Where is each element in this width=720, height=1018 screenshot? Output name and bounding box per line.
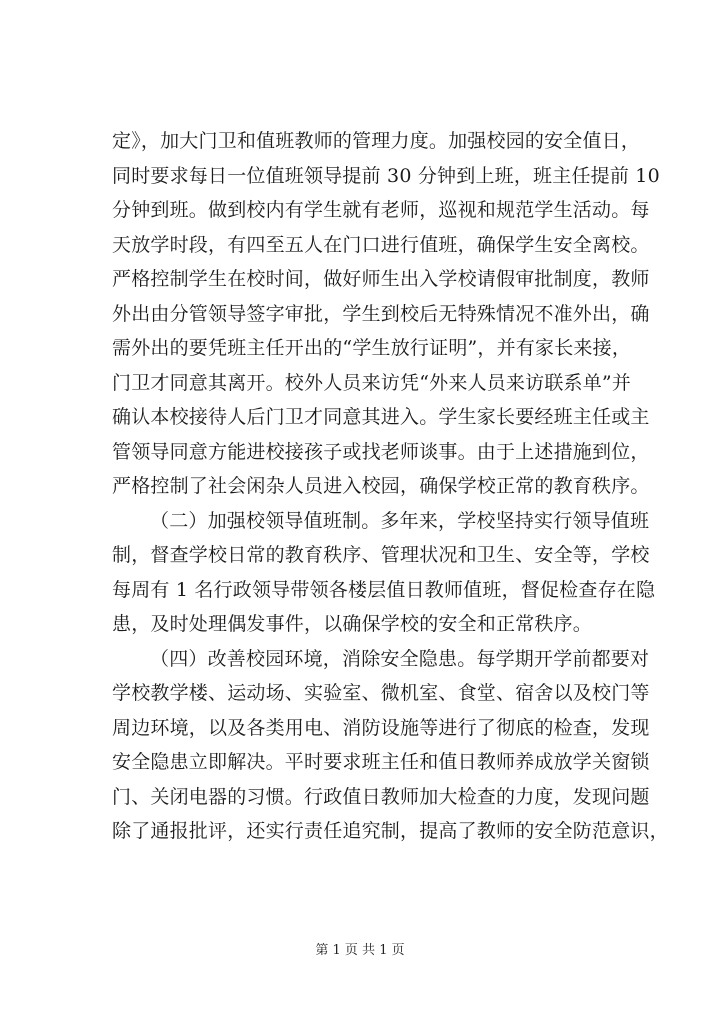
page-number-footer: 第 1 页 共 1 页: [315, 943, 405, 958]
text-line: 每周有 1 名行政领导带领各楼层值日教师值班，督促检查存在隐: [112, 578, 656, 601]
text-line: 制，督查学校日常的教育秩序、管理状况和卫生、安全等，学校: [112, 544, 650, 566]
text-line: 安全隐患立即解决。平时要求班主任和值日教师养成放学关窗锁: [112, 751, 650, 773]
text-line: 外出由分管领导签字审批，学生到校后无特殊情况不准外出，确: [112, 302, 650, 325]
paragraph-start-line: （二）加强校领导值班制。多年来，学校坚持实行领导值班: [150, 509, 650, 532]
text-line: 门卫才同意其离开。校外人员来访凭“外来人员来访联系单”并: [112, 371, 632, 394]
document-body: [112, 124, 672, 849]
text-line: 管领导同意方能进校接孩子或找老师谈事。由于上述措施到位，: [112, 440, 650, 463]
text-line: 患，及时处理偶发事件，以确保学校的安全和正常秩序。: [112, 613, 593, 635]
text-line: 学校教学楼、运动场、实验室、微机室、食堂、宿舍以及校门等: [112, 682, 650, 704]
text-line: 定》，加大门卫和值班教师的管理力度。加强校园的安全值日，: [112, 130, 641, 152]
text-line: 门、关闭电器的习惯。行政值日教师加大检查的力度，发现问题: [112, 785, 650, 808]
text-line: 确认本校接待人后门卫才同意其进入。学生家长要经班主任或主: [112, 406, 650, 428]
text-line: 同时要求每日一位值班领导提前 30 分钟到上班，班主任提前 10: [112, 164, 660, 187]
text-line: 需外出的要凭班主任开出的“学生放行证明”，并有家长来接，: [112, 337, 632, 359]
text-line: 严格控制学生在校时间，做好师生出入学校请假审批制度，教师: [112, 268, 650, 290]
text-line: 严格控制了社会闲杂人员进入校园，确保学校正常的教育秩序。: [112, 475, 650, 497]
paragraph-start-line: （四）改善校园环境，消除安全隐患。每学期开学前都要对: [150, 647, 650, 670]
text-line: 周边环境，以及各类用电、消防设施等进行了彻底的检查，发现: [112, 716, 650, 739]
text-line: 天放学时段，有四至五人在门口进行值班，确保学生安全离校。: [112, 233, 650, 256]
text-line: 分钟到班。做到校内有学生就有老师，巡视和规范学生活动。每: [112, 199, 650, 221]
text-line: 除了通报批评，还实行责任追究制，提高了教师的安全防范意识，: [112, 820, 669, 842]
